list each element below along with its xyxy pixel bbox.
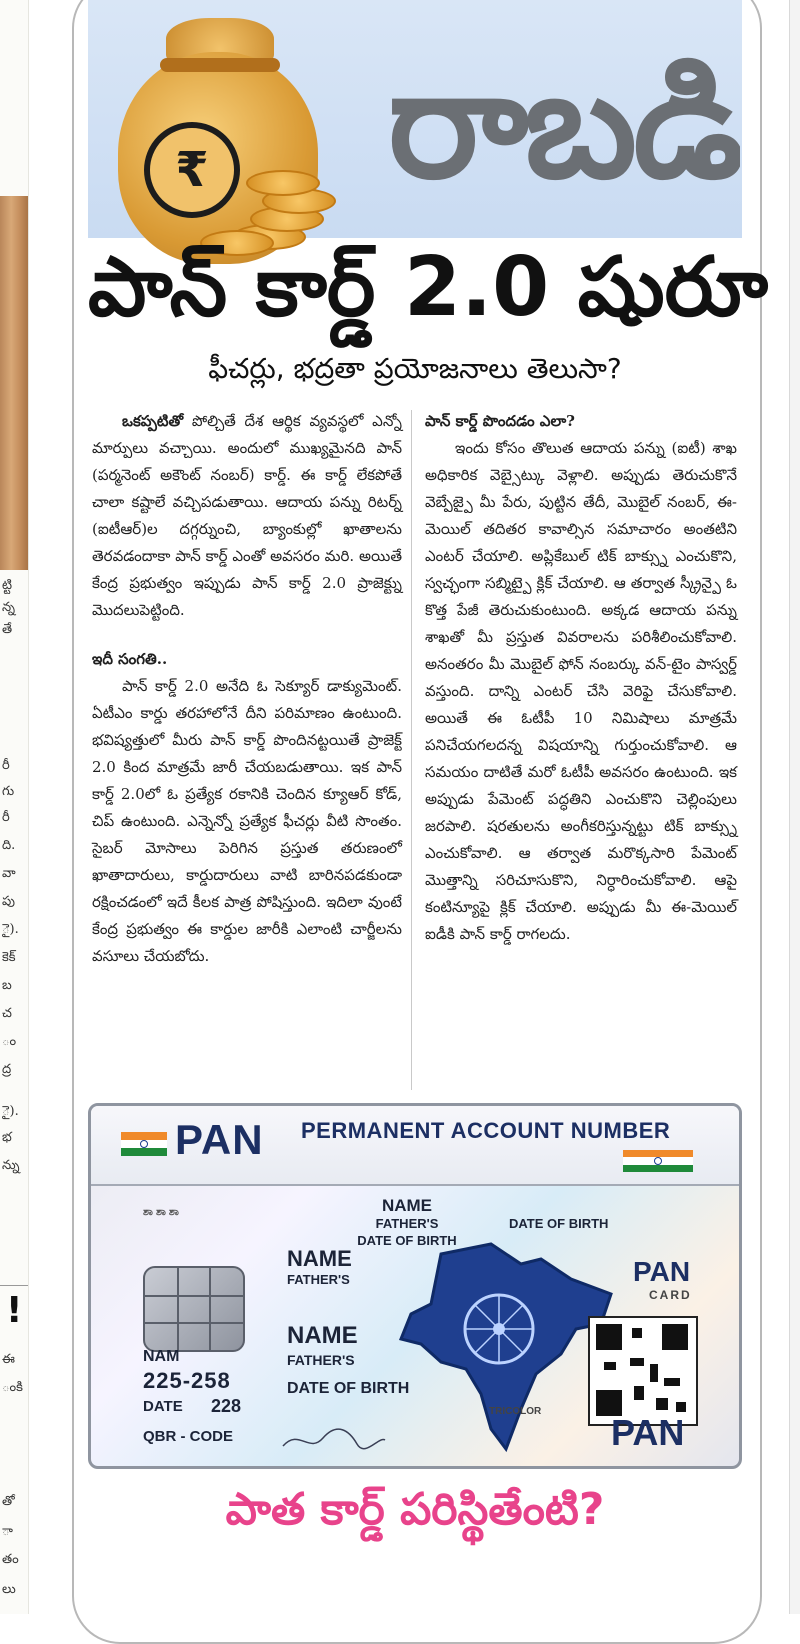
section-heading: ఇదీ సంగతి.. [92,650,168,668]
adjacent-photo [0,196,28,570]
adjacent-text-fragment: గు [2,784,15,799]
adjacent-text-fragment: న్ను [2,1158,20,1173]
article-subheadline: ఫీచర్లు, భద్రతా ప్రయోజనాలు తెలుసా? [208,352,622,385]
adjacent-text-fragment: చ [2,1006,12,1021]
adjacent-column-left [0,0,29,1614]
adjacent-text-fragment: తో [2,1494,15,1509]
adjacent-column-right [789,0,800,1614]
pan-card-illustration [88,1103,742,1469]
signature-icon [279,1424,389,1454]
adjacent-exclamation: ! [6,1290,23,1331]
adjacent-text-fragment: ద్ర [2,1062,12,1077]
section-paragraph: పాన్ కార్డ్ 2.0 అనేది ఓ సెక్యూర్ డాక్యుమెంట్. ఏటీఎం కార్డు తరహాలోనే దీని పరిమాణం ఉంటుంది. భవిష్యత్తులో మీరు పాన్ కార్డ్ పొందినట్టయితే ప్రాజెక్ట్ 2.0 కింద మాత్రమే జారీ చేయబడుతాయి. ఇక పాన్ కార్డ్ 2.0లో ఓ ప్రత్యేక రకానికి చెందిన క్యూఆర్ కోడ్, చిప్ ఉంటుంది. ఎన్నెన్నో ప్రత్యేక ఫీచర్లు వీటి సొంతం. సైబర్ మోసాలు పెరిగిన ప్రస్తుత తరుణంలో ఖాతాదారులు, కార్డుదారులు వాటి బారినపడకుండా రక్షించడంలో ఇదే కీలక పాత్ర పోషిస్తుంది. ఇదిలా వుంటే కేంద్ర ప్రభుత్వం ఈ కార్డుల జారీకి ఎలాంటి చార్జీలను వసూలు చేయబోదు. [92,677,402,965]
article-column-right [425,408,737,948]
money-bag-tie [160,58,280,72]
card-pan-label: PAN [633,1256,691,1287]
adjacent-text-fragment: ట్టి [2,578,13,593]
pan-card-logo: PAN [175,1116,264,1163]
intro-paragraph [92,408,402,624]
adjacent-text-fragment: ంకి [2,1380,23,1395]
adjacent-text-fragment: పు [2,894,15,909]
column-divider [411,410,412,1090]
india-flag-icon [121,1132,167,1156]
card-mid-name: NAME [287,1246,352,1271]
article-headline: పాన్ కార్డ్ 2.0 షురూ [88,240,769,335]
intro-lead-word: ఒకప్పటితో [122,412,184,430]
adjacent-text-fragment: ై). [2,1104,19,1119]
card-right-dob: DATE OF BIRTH [509,1216,609,1231]
card-left-nam: NAM [143,1348,180,1365]
card-left-date: DATE [143,1398,183,1415]
adjacent-text-fragment: కెక్ [2,950,16,965]
sim-chip-icon [143,1266,245,1352]
rupee-icon: ₹ [144,122,240,218]
section-heading: పాన్ కార్డ్ పొందడం ఎలా? [425,412,575,430]
card-left-number: 225-258 [143,1368,231,1393]
card-bottom-pan: PAN [611,1412,685,1453]
pan-card-title: PERMANENT ACCOUNT NUMBER [301,1118,671,1143]
adjacent-text-fragment: తే [2,622,13,637]
card-lower-fathers: FATHER'S [287,1352,355,1368]
card-center-name: NAME [381,1196,433,1215]
adjacent-text-fragment: తం [2,1552,19,1567]
card-mid-fathers: FATHER'S [287,1272,350,1287]
section-paragraph: ఇందు కోసం తొలుత ఆదాయ పన్ను (ఐటీ) శాఖ అధికారిక వెబ్సైట్కు వెళ్లాలి. అప్పుడు తెరుచుకొనే వెబ్పేజ్పై మీ పేరు, పుట్టిన తేదీ, మొబైల్ నంబర్, ఈ-మెయిల్ తదితర కావాల్సిన సమాచారం అంతటిని ఎంటర్ చేయాలి. అప్లికేబుల్ టిక్ బాక్స్ను ఎంచుకొని, స్వచ్ఛంగా సబ్మిట్పై క్లిక్ చేయాలి. ఆ తర్వాత స్క్రీన్పై ఓ కొత్త పేజీ తెరుచుకుంటుంది. అక్కడ ఆదాయ పన్ను శాఖతో మీ ప్రస్తుత వివరాలను పరిశీలించుకోవాలి. అనంతరం మీ మొబైల్ ఫోన్ నంబర్కు వన్-టైం పాస్వర్డ్ వస్తుంది. దాన్ని ఎంటర్ చేసి వెరిఫై చేసుకోవాలి. అయితే ఈ ఓటీపీ 10 నిమిషాలు మాత్రమే పనిచేయగలదన్న విషయాన్ని గుర్తుంచుకోవాలి. ఆ సమయం దాటితే మరో ఓటీపీ అవసరం ఉంటుంది. ఇక అప్పుడు పేమెంట్ పద్ధతిని ఎంచుకొని చెల్లింపులు జరపాలి. షరతులను అంగీకరిస్తున్నట్టు టిక్ బాక్స్ను ఎంచుకోవాలి. ఆ తర్వాత మరొక్కసారి పేమెంట్ మొత్తాన్ని సరిచూసుకొని, నిర్ధారించుకోవాలి. ఆపై కంటిన్యూపై క్లిక్ చేయాలి. అప్పుడు మీ ఈ-మెయిల్ ఐడీకి పాన్ కార్డ్ రాగలదు. [425,439,737,943]
card-tricolor: TRICOLOR [489,1406,542,1417]
article-column-left [92,408,402,970]
adjacent-text-fragment: భ [2,1130,12,1145]
intro-text: పోల్చితే దేశ ఆర్థిక వ్యవస్థలో ఎన్నో మార్పులు వచ్చాయి. అందులో ముఖ్యమైనది పాన్ (పర్మనెంట్ అకౌంట్ నంబర్) కార్డ్. ఈ కార్డ్ లేకపోతే చాలా కష్టాలే వచ్చిపడుతాయి. ఆదాయ పన్ను రిటర్న్ (ఐటీఆర్)ల దగ్గర్నుంచి, బ్యాంకుల్లో ఖాతాలను తెరవడందాకా పాన్ కార్డ్ ఎంతో అవసరం మరి. అయితే కేంద్ర ప్రభుత్వం ఇప్పుడు పాన్ కార్డ్ 2.0 ప్రాజెక్ట్ను మొదలుపెట్టింది. [92,412,402,619]
india-flag-icon [623,1150,693,1172]
card-center-dob: DATE OF BIRTH [357,1233,457,1248]
adjacent-text-fragment: రీ [2,758,10,773]
card-lower-dob: DATE OF BIRTH [287,1380,410,1397]
adjacent-text-fragment: లు [2,1582,16,1597]
adjacent-text-fragment: ది. [2,838,16,853]
card-lower-name: NAME [287,1322,358,1349]
card-left-qr: QBR - CODE [143,1428,233,1445]
card-small-header: ಶಾ ಶಾ ಶಾ [143,1206,179,1218]
adjacent-text-fragment: వా [2,866,16,881]
qr-code-icon [588,1316,698,1426]
adjacent-text-fragment: ం [2,1034,17,1049]
adjacent-text-fragment: ా [2,1524,13,1539]
bottom-headline: పాత కార్డ్ పరిస్థితేంటి? [225,1484,605,1535]
card-left-date-value: 228 [211,1396,242,1416]
section-masthead: రాబడి [387,50,740,200]
adjacent-text-fragment: ఈ [2,1352,15,1367]
adjacent-divider [0,1285,28,1286]
adjacent-text-fragment: బ [2,978,12,993]
adjacent-text-fragment: రీ [2,810,10,825]
card-center-fathers: FATHER'S [375,1216,439,1231]
card-card-word: CARD [649,1288,692,1302]
adjacent-text-fragment: న్న [2,600,15,615]
adjacent-text-fragment: ై). [2,922,19,937]
